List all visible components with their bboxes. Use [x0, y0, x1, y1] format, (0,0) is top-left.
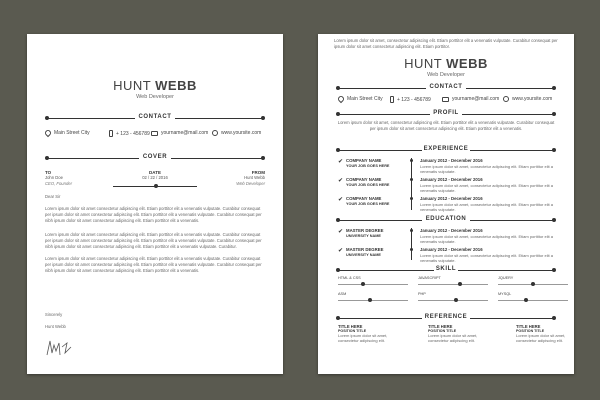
address-text: Main Street City: [54, 130, 90, 136]
company-name: COMPANY NAME: [346, 177, 382, 182]
skill-level-knob: [458, 282, 462, 286]
timeline-dot: [410, 178, 413, 181]
mail-icon: [442, 97, 449, 102]
date-dot: [154, 184, 158, 188]
check-icon: ✔: [338, 159, 344, 165]
cover-title: COVER: [142, 154, 168, 160]
divider-line: [462, 114, 554, 115]
name-heading: [318, 56, 574, 71]
closing: Sincerely: [45, 312, 63, 317]
check-icon: ✔: [338, 248, 344, 254]
reference-title-text: TITLE HERE: [516, 324, 541, 329]
contact-title: CONTACT: [138, 114, 172, 120]
resume-page: [318, 34, 574, 374]
divider-dot: [552, 218, 556, 222]
email-item: [442, 96, 499, 102]
address-item: [45, 130, 90, 136]
reference-text: Lorem ipsum dolor sit amet, consectetur adipiscing elit.: [338, 333, 388, 343]
date-value: 02 / 22 / 2016: [142, 175, 168, 180]
reference-text: Lorem ipsum dolor sit amet, consectetur adipiscing elit.: [516, 333, 566, 343]
handwritten-signature: [45, 337, 75, 359]
skill-name: HTML & CSS: [338, 276, 361, 280]
skill-item: [338, 276, 408, 288]
profil-text: Lorem ipsum dolor sit amet, consectetur adipiscing elit. Etiam porttitor elit a venenatis vulputate. Curabitur consequat per ipsum dolor sit amet consectetur adipiscing elit. Etiam porttitor elit a venenatis.: [337, 120, 555, 131]
skill-name: PHP: [418, 292, 426, 296]
check-icon: ✔: [338, 229, 344, 235]
from-label: FROM: [251, 170, 265, 175]
last-name: WEBB: [155, 78, 197, 93]
divider-line: [470, 150, 554, 151]
job-title: YOUR JOB GOES HERE: [346, 164, 390, 168]
experience-item: [338, 177, 556, 195]
email-item: [151, 130, 208, 136]
email-text: yourname@mail.com: [161, 130, 209, 136]
skill-title: SKILL: [435, 266, 457, 272]
timeline-dot: [410, 197, 413, 200]
body-paragraph-1: Lorem ipsum dolor sit amet consectetur adipiscing elit. Etiam porttitor elit a venenatis vulputate. Curabitur consequat per ipsum dolor sit amet consectetur adipiscing elit. Etiam porttitor elit a venenatis vulputate. Curabitur consequat per nibh ipsum dolor sit amet consectetur adipiscing elit. Etiam porttitor elit a venenatis.: [45, 206, 262, 223]
experience-section-header: [318, 146, 574, 154]
skill-level-knob: [368, 298, 372, 302]
to-name: John Doe: [45, 175, 63, 180]
phone-text: + 123 - 456789: [116, 130, 150, 137]
reference-section-header: [318, 314, 574, 322]
phone-icon: [109, 130, 113, 137]
skill-item: [498, 292, 568, 304]
company-name: COMPANY NAME: [346, 158, 382, 163]
to-label: TO: [45, 170, 52, 175]
check-icon: ✔: [338, 178, 344, 184]
role-subtitle: Web Developer: [427, 72, 465, 78]
intro-paragraph: Lorem ipsum dolor sit amet, consectetur adipiscing elit. Etiam porttitor elit a venenatis vulputate. Curabitur consequat per ipsum dolor sit amet consectetur adipiscing elit. Etiam porttitor.: [334, 38, 558, 49]
skill-level-knob: [454, 298, 458, 302]
education-item: [338, 247, 556, 265]
job-title: YOUR JOB GOES HERE: [346, 183, 390, 187]
skill-bar: [418, 284, 488, 285]
school-name: UNIVERSITY NAME: [346, 253, 381, 257]
education-dates: January 2012 - December 2016: [420, 247, 483, 252]
divider-line: [175, 118, 263, 119]
skill-item: [418, 276, 488, 288]
divider-line: [458, 270, 554, 271]
skill-level-knob: [524, 298, 528, 302]
location-pin-icon: [337, 95, 345, 103]
name-heading: [27, 78, 283, 93]
skill-name: JQUERY: [498, 276, 514, 280]
skill-section-header: [318, 266, 574, 274]
job-description: Lorem ipsum dolor sit amet, consectetur adipiscing elit. Etiam porttitor elit a venenatis vulputate.: [420, 183, 553, 193]
phone-item: [109, 130, 150, 137]
degree-name: MASTER DEGREE: [346, 228, 384, 233]
cover-section-header: [27, 154, 283, 162]
skill-item: [498, 276, 568, 288]
job-dates: January 2012 - December 2016: [420, 196, 483, 201]
company-name: COMPANY NAME: [346, 196, 382, 201]
from-block: [236, 170, 265, 186]
phone-text: + 123 - 456789: [397, 96, 431, 103]
from-name: Hunt Webb: [244, 175, 265, 180]
skill-item: [338, 292, 408, 304]
cover-letter-page: [27, 34, 283, 374]
globe-icon: [212, 130, 218, 136]
skill-item: [418, 292, 488, 304]
divider-dot: [261, 116, 265, 120]
reference-position: POSITION TITLE: [516, 329, 545, 333]
reference-title: REFERENCE: [424, 314, 468, 320]
timeline-dot: [410, 159, 413, 162]
website-item: [212, 130, 261, 136]
body-paragraph-3: Lorem ipsum dolor sit amet consectetur adipiscing elit. Etiam porttitor elit a venenatis vulputate. Curabitur consequat per ipsum dolor sit amet consectetur adipiscing elit. Etiam porttitor elit a venenatis vulputate. Curabitur consequat per nibh ipsum dolor sit amet consectetur adipiscing elit. Etiam porttitor elit a venenatis.: [45, 256, 262, 273]
address-text: Main Street City: [347, 96, 383, 102]
header-block: [27, 78, 283, 100]
skill-name: ASM: [338, 292, 347, 296]
reference-position: POSITION TITLE: [338, 329, 367, 333]
phone-item: [390, 96, 431, 103]
divider-dot: [552, 148, 556, 152]
website-text: www.yoursite.com: [221, 130, 262, 136]
reference-title-text: TITLE HERE: [338, 324, 363, 329]
email-text: yourname@mail.com: [452, 96, 500, 102]
location-pin-icon: [44, 129, 52, 137]
education-description: Lorem ipsum dolor sit amet, consectetur adipiscing elit. Etiam porttitor elit a venenatis vulputate.: [420, 234, 553, 244]
contact-section-header: [318, 84, 574, 92]
body-paragraph-2: Lorem ipsum dolor sit amet consectetur adipiscing elit. Etiam porttitor elit a venenatis vulputate. Curabitur consequat per ipsum dolor sit amet consectetur adipiscing elit. Etiam porttitor elit a venenatis vulputate. Curabitur consequat per nibh ipsum dolor sit amet consectetur adipiscing elit. Etiam porttitor elit a venenatis vulputate. Curabitur.: [45, 232, 262, 249]
globe-icon: [503, 96, 509, 102]
website-item: [503, 96, 552, 102]
job-title: YOUR JOB GOES HERE: [346, 202, 390, 206]
skill-bar: [338, 284, 408, 285]
reference-item: [428, 324, 488, 343]
divider-dot: [552, 268, 556, 272]
education-item: [338, 228, 556, 246]
job-dates: January 2012 - December 2016: [420, 177, 483, 182]
reference-item: [516, 324, 574, 343]
header-block: [318, 56, 574, 78]
skill-name: MYSQL: [498, 292, 512, 296]
contact-title: CONTACT: [429, 84, 463, 90]
date-label: DATE: [149, 170, 161, 175]
signature-name: Hunt Webb: [45, 324, 66, 329]
divider-dot: [552, 112, 556, 116]
first-name: HUNT: [113, 78, 152, 93]
skill-bar: [338, 300, 408, 301]
check-icon: ✔: [338, 197, 344, 203]
salutation: Dear Sir: [45, 194, 61, 199]
reference-title-text: TITLE HERE: [428, 324, 453, 329]
education-title: EDUCATION: [425, 216, 467, 222]
profil-section-header: [318, 110, 574, 118]
role-subtitle: Web Developer: [136, 94, 174, 100]
address-item: [338, 96, 383, 102]
divider-line: [470, 220, 554, 221]
reference-position: POSITION TITLE: [428, 329, 457, 333]
from-role: Web Developer: [236, 180, 265, 186]
skill-level-knob: [531, 282, 535, 286]
profil-title: PROFIL: [433, 110, 459, 116]
divider-dot: [552, 316, 556, 320]
skill-bar: [418, 300, 488, 301]
education-section-header: [318, 216, 574, 224]
divider-line: [466, 88, 554, 89]
last-name: WEBB: [446, 56, 488, 71]
timeline-dot: [410, 248, 413, 251]
skill-bar: [498, 300, 568, 301]
experience-item: [338, 158, 556, 176]
job-description: Lorem ipsum dolor sit amet, consectetur adipiscing elit. Etiam porttitor elit a venenatis vulputate.: [420, 164, 553, 174]
timeline-dot: [410, 229, 413, 232]
skill-level-knob: [361, 282, 365, 286]
education-dates: January 2012 - December 2016: [420, 228, 483, 233]
job-description: Lorem ipsum dolor sit amet, consectetur adipiscing elit. Etiam porttitor elit a venenatis vulputate.: [420, 202, 553, 212]
skill-name: JAVASCRIPT: [418, 276, 441, 280]
experience-item: [338, 196, 556, 214]
divider-dot: [552, 86, 556, 90]
education-description: Lorem ipsum dolor sit amet, consectetur adipiscing elit. Etiam porttitor elit a venenatis vulputate.: [420, 253, 553, 263]
reference-text: Lorem ipsum dolor sit amet, consectetur adipiscing elit.: [428, 333, 478, 343]
divider-line: [470, 318, 554, 319]
job-dates: January 2012 - December 2016: [420, 158, 483, 163]
first-name: HUNT: [404, 56, 443, 71]
mail-icon: [151, 131, 158, 136]
contact-section-header: [27, 114, 283, 122]
experience-title: EXPERIENCE: [423, 146, 469, 152]
website-text: www.yoursite.com: [512, 96, 553, 102]
to-role: CEO, Founder: [45, 180, 72, 186]
phone-icon: [390, 96, 394, 103]
degree-name: MASTER DEGREE: [346, 247, 384, 252]
divider-dot: [261, 156, 265, 160]
reference-item: [338, 324, 398, 343]
school-name: UNIVERSITY NAME: [346, 234, 381, 238]
divider-line: [171, 158, 263, 159]
